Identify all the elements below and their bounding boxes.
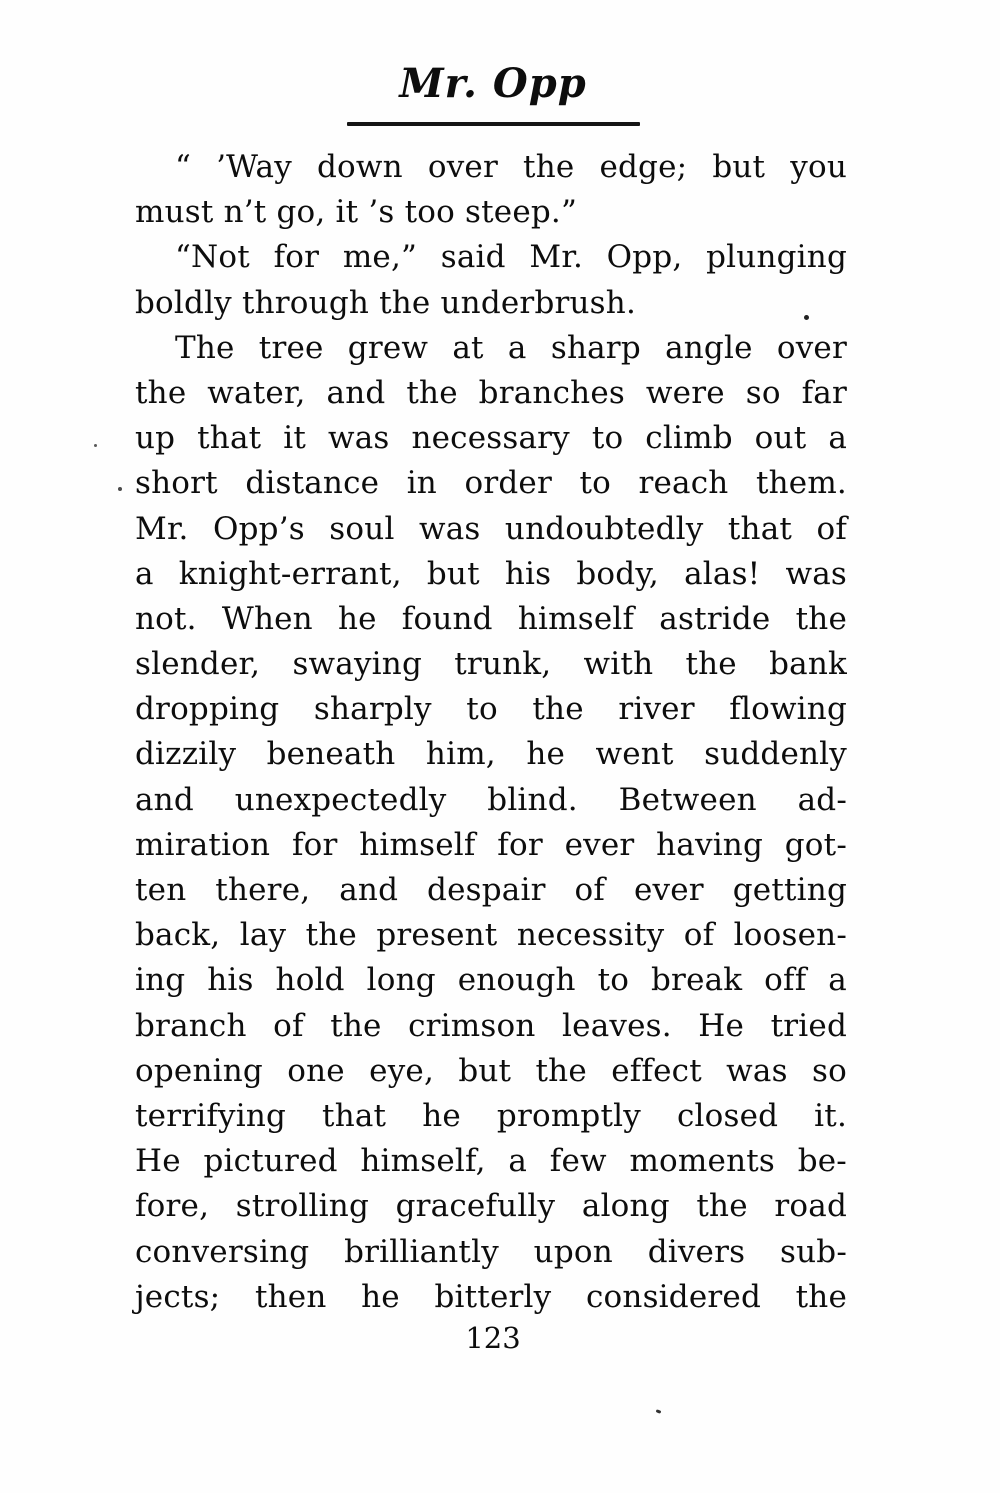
running-head-title: Mr. Opp <box>399 60 587 107</box>
text-line: opening one eye, but the effect was so <box>135 1052 847 1089</box>
text-line: the water, and the branches were so far <box>135 374 847 411</box>
scan-speck <box>656 1409 662 1414</box>
text-line: short distance in order to reach them. <box>135 465 847 502</box>
text-line: “ ’Way down over the edge; but you <box>175 149 847 185</box>
text-line: “Not for me,” said Mr. Opp, plunging <box>175 239 847 276</box>
scan-speck <box>118 487 122 491</box>
text-line: slender, swaying trunk, with the bank <box>135 646 847 683</box>
text-line: He pictured himself, a few moments be- <box>135 1143 847 1180</box>
text-line: ten there, and despair of ever getting <box>135 872 847 908</box>
text-line: jects; then he bitterly considered the <box>135 1278 847 1315</box>
text-line: Mr. Opp’s soul was undoubtedly that of <box>135 510 847 547</box>
header-rule <box>347 122 640 126</box>
scan-speck <box>804 315 809 320</box>
text-line: fore, strolling gracefully along the road <box>135 1188 847 1225</box>
text-line: dropping sharply to the river flowing <box>135 691 847 728</box>
text-line: dizzily beneath him, he went suddenly <box>135 736 847 773</box>
text-line: not. When he found himself astride the <box>135 600 847 637</box>
page-number: 123 <box>465 1321 521 1355</box>
text-line: conversing brilliantly upon divers sub- <box>135 1233 847 1270</box>
text-line: and unexpectedly blind. Between ad- <box>135 781 847 818</box>
text-line: a knight-errant, but his body, alas! was <box>135 555 847 592</box>
text-line: boldly through the underbrush. <box>135 284 637 321</box>
text-line: back, lay the present necessity of loosen- <box>135 917 847 954</box>
text-line: ing his hold long enough to break off a <box>135 962 847 999</box>
scan-speck <box>94 444 97 447</box>
text-line: up that it was necessary to climb out a <box>135 420 847 457</box>
text-line: miration for himself for ever having got- <box>135 826 847 863</box>
text-line: must n’t go, it ’s too steep.” <box>135 194 578 231</box>
text-line: terrifying that he promptly closed it. <box>135 1097 847 1134</box>
text-line: branch of the crimson leaves. He tried <box>135 1007 847 1044</box>
text-line: The tree grew at a sharp angle over <box>175 329 847 366</box>
body-text <box>135 145 847 1320</box>
